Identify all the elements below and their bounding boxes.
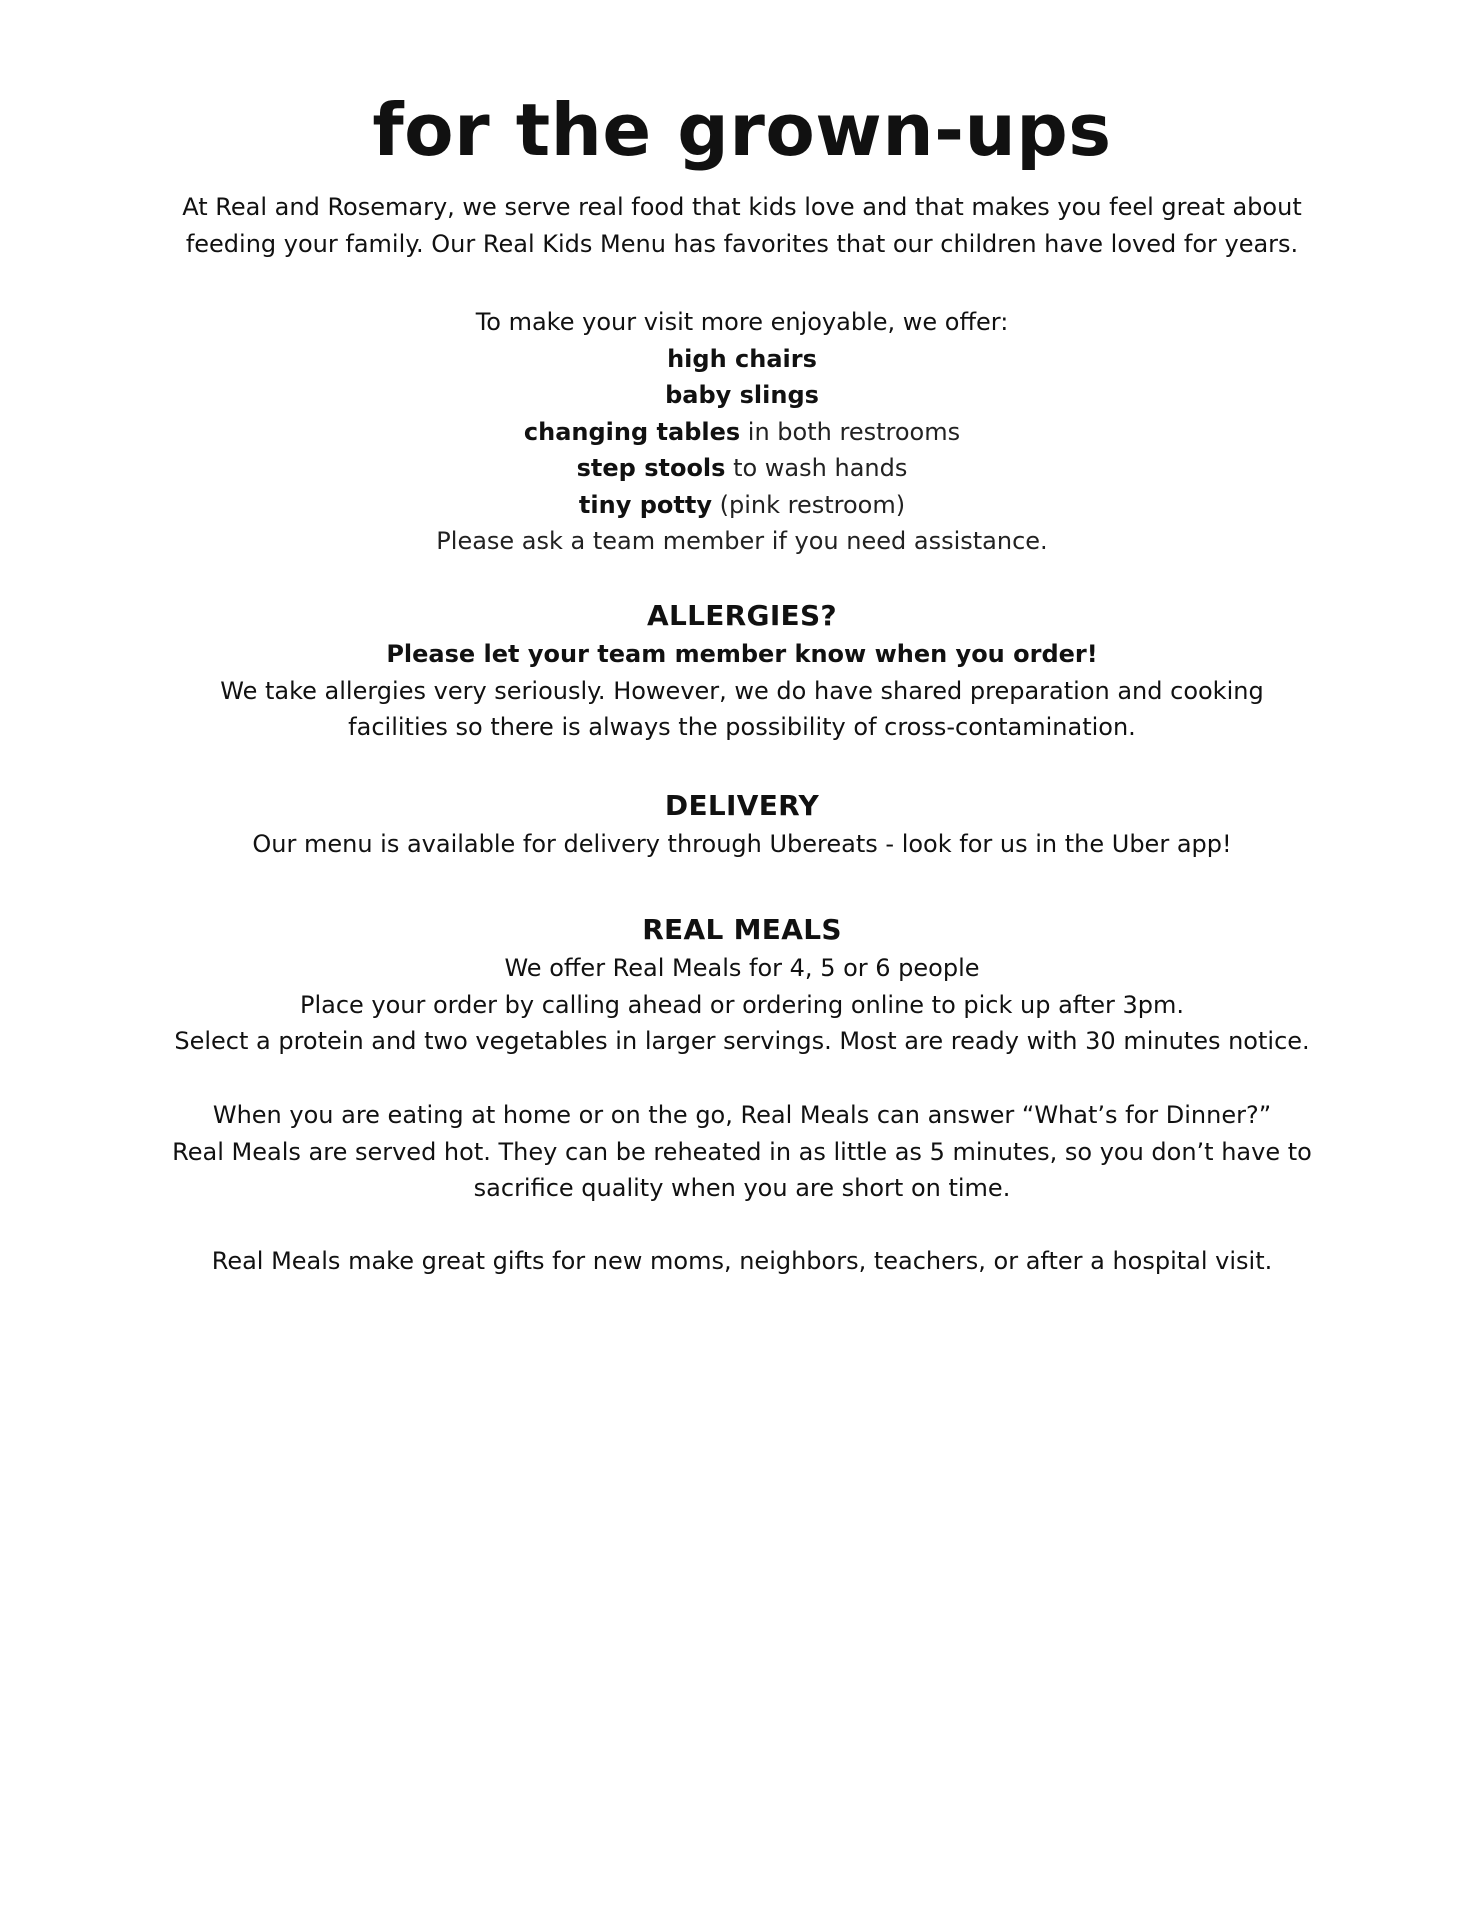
amenity-item — [0, 487, 1484, 524]
intro-line: At Real and Rosemary, we serve real food that kids love and that makes you feel great about — [182, 193, 1302, 221]
amenities-lead: To make your visit more enjoyable, we offer: — [475, 308, 1009, 336]
amenity-item — [0, 377, 1484, 414]
page-title: for the grown-ups — [372, 88, 1112, 172]
amenity-item — [0, 450, 1484, 487]
real-meals-line: Select a protein and two vegetables in larger servings. Most are ready with 30 minutes notice. — [174, 1027, 1310, 1055]
intro-line: feeding your family. Our Real Kids Menu has favorites that our children have loved for years. — [185, 229, 1299, 258]
delivery-section — [0, 786, 1484, 863]
allergies-line: We take allergies very seriously. However, we do have shared preparation and cooking — [220, 676, 1264, 705]
amenities-closing: Please ask a team member if you need assistance. — [436, 527, 1048, 555]
real-meals-line: Place your order by calling ahead or ordering online to pick up after 3pm. — [299, 990, 1185, 1019]
intro-paragraph — [0, 189, 1484, 262]
real-meals-paragraph-3 — [0, 1243, 1484, 1280]
real-meals-line: When you are eating at home or on the go, Real Meals can answer “What’s for Dinner?” — [212, 1101, 1272, 1129]
amenity-name: tiny potty — [578, 490, 712, 519]
delivery-line: Our menu is available for delivery through Ubereats - look for us in the Uber app! — [252, 830, 1232, 858]
amenity-item — [0, 341, 1484, 378]
real-meals-line: Real Meals make great gifts for new moms, neighbors, teachers, or after a hospital visit. — [211, 1247, 1273, 1275]
amenity-detail: to wash hands — [725, 454, 908, 482]
allergies-section — [0, 596, 1484, 746]
amenity-name: step stools — [576, 454, 726, 482]
amenity-name: baby slings — [665, 381, 819, 409]
real-meals-line: We offer Real Meals for 4, 5 or 6 people — [504, 954, 980, 982]
allergies-subheading: Please let your team member know when you order! — [386, 640, 1098, 668]
allergies-heading: ALLERGIES? — [647, 599, 837, 632]
delivery-heading: DELIVERY — [664, 789, 820, 822]
allergies-line: facilities so there is always the possibility of cross-contamination. — [348, 713, 1136, 741]
amenity-detail: in both restrooms — [740, 417, 961, 446]
real-meals-line: Real Meals are served hot. They can be reheated in as little as 5 minutes, so you don’t have to — [172, 1137, 1312, 1166]
amenity-detail: (pink restroom) — [711, 490, 906, 519]
real-meals-section — [0, 910, 1484, 1060]
amenity-name: high chairs — [667, 344, 817, 373]
amenity-item — [0, 414, 1484, 451]
real-meals-heading: REAL MEALS — [642, 913, 842, 946]
real-meals-line: sacrifice quality when you are short on time. — [473, 1174, 1011, 1202]
amenities-section — [0, 304, 1484, 560]
amenity-name: changing tables — [523, 417, 741, 446]
real-meals-paragraph-2 — [0, 1097, 1484, 1207]
